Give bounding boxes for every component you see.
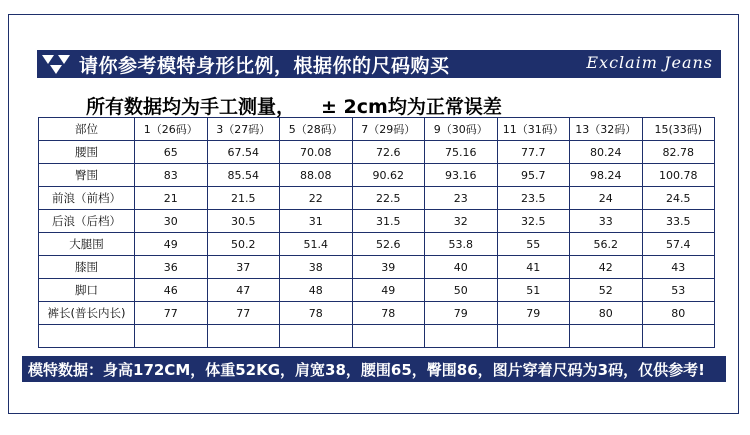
table-cell: 37 bbox=[207, 256, 280, 279]
table-cell: 53.8 bbox=[425, 233, 498, 256]
table-cell: 24.5 bbox=[642, 187, 715, 210]
table-cell: 42 bbox=[570, 256, 643, 279]
top-banner bbox=[37, 50, 721, 78]
table-cell: 31.5 bbox=[352, 210, 425, 233]
table-cell: 1（26码） bbox=[135, 118, 208, 141]
table-cell: 31 bbox=[280, 210, 353, 233]
table-cell: 41 bbox=[497, 256, 570, 279]
table-cell: 50 bbox=[425, 279, 498, 302]
measurement-note-right: ± 2cm均为正常误差 bbox=[321, 96, 502, 118]
table-cell: 43 bbox=[642, 256, 715, 279]
table-cell: 88.08 bbox=[280, 164, 353, 187]
row-label-cell: 腰围 bbox=[39, 141, 135, 164]
table-row bbox=[39, 141, 715, 164]
table-cell: 80 bbox=[642, 302, 715, 325]
table-cell: 9（30码） bbox=[425, 118, 498, 141]
table-cell: 78 bbox=[280, 302, 353, 325]
table-row bbox=[39, 279, 715, 302]
row-label-cell: 裤长(普长内长) bbox=[39, 302, 135, 325]
table-cell: 38 bbox=[280, 256, 353, 279]
table-cell: 50.2 bbox=[207, 233, 280, 256]
table-cell: 22 bbox=[280, 187, 353, 210]
table-header-row bbox=[39, 118, 715, 141]
table-cell: 77 bbox=[207, 302, 280, 325]
model-info-banner bbox=[22, 356, 726, 382]
table-cell bbox=[280, 325, 353, 348]
table-cell: 21.5 bbox=[207, 187, 280, 210]
table-cell: 46 bbox=[135, 279, 208, 302]
table-cell: 82.78 bbox=[642, 141, 715, 164]
table-cell bbox=[207, 325, 280, 348]
row-label-cell: 后浪（后档） bbox=[39, 210, 135, 233]
table-cell: 95.7 bbox=[497, 164, 570, 187]
table-cell bbox=[497, 325, 570, 348]
model-info-text: 模特数据：身高172CM，体重52KG，肩宽38，腰围65，臀围86，图片穿着尺码为3码，仅供参考! bbox=[28, 360, 705, 379]
table-cell: 51.4 bbox=[280, 233, 353, 256]
table-cell: 11（31码） bbox=[497, 118, 570, 141]
row-label-cell: 臀围 bbox=[39, 164, 135, 187]
banner-title: 请你参考模特身形比例，根据你的尺码购买 bbox=[79, 54, 450, 77]
table-cell: 80 bbox=[570, 302, 643, 325]
table-cell: 90.62 bbox=[352, 164, 425, 187]
brand-logo: Exclaim Jeans bbox=[586, 53, 713, 72]
measurement-note-left: 所有数据均为手工测量， bbox=[86, 96, 296, 118]
table-cell: 83 bbox=[135, 164, 208, 187]
table-row bbox=[39, 233, 715, 256]
table-cell: 53 bbox=[642, 279, 715, 302]
table-row bbox=[39, 164, 715, 187]
table-cell bbox=[642, 325, 715, 348]
table-cell: 24 bbox=[570, 187, 643, 210]
row-label-cell: 部位 bbox=[39, 118, 135, 141]
table-cell: 65 bbox=[135, 141, 208, 164]
table-cell: 15(33码) bbox=[642, 118, 715, 141]
table-cell: 52 bbox=[570, 279, 643, 302]
row-label-cell: 大腿围 bbox=[39, 233, 135, 256]
table-cell: 40 bbox=[425, 256, 498, 279]
table-cell: 77.7 bbox=[497, 141, 570, 164]
table-cell: 30 bbox=[135, 210, 208, 233]
table-cell: 85.54 bbox=[207, 164, 280, 187]
table-cell: 36 bbox=[135, 256, 208, 279]
table-cell: 49 bbox=[352, 279, 425, 302]
row-label-cell: 膝围 bbox=[39, 256, 135, 279]
table-row bbox=[39, 187, 715, 210]
table-cell: 57.4 bbox=[642, 233, 715, 256]
table-cell: 52.6 bbox=[352, 233, 425, 256]
table-cell: 51 bbox=[497, 279, 570, 302]
table-cell: 56.2 bbox=[570, 233, 643, 256]
table-row bbox=[39, 302, 715, 325]
table-cell: 55 bbox=[497, 233, 570, 256]
table-cell: 67.54 bbox=[207, 141, 280, 164]
table-cell: 79 bbox=[425, 302, 498, 325]
table-cell: 3（27码） bbox=[207, 118, 280, 141]
table-cell: 13（32码） bbox=[570, 118, 643, 141]
table-cell: 33.5 bbox=[642, 210, 715, 233]
table-cell: 72.6 bbox=[352, 141, 425, 164]
table-cell: 32.5 bbox=[497, 210, 570, 233]
table-cell: 48 bbox=[280, 279, 353, 302]
table-cell: 49 bbox=[135, 233, 208, 256]
table-cell: 98.24 bbox=[570, 164, 643, 187]
table-cell: 100.78 bbox=[642, 164, 715, 187]
table-cell bbox=[352, 325, 425, 348]
table-row bbox=[39, 256, 715, 279]
table-cell: 75.16 bbox=[425, 141, 498, 164]
table-cell: 47 bbox=[207, 279, 280, 302]
table-cell bbox=[570, 325, 643, 348]
table-cell: 33 bbox=[570, 210, 643, 233]
row-label-cell bbox=[39, 325, 135, 348]
measurement-note bbox=[86, 92, 502, 119]
table-row bbox=[39, 325, 715, 348]
table-cell: 79 bbox=[497, 302, 570, 325]
table-cell: 23 bbox=[425, 187, 498, 210]
triangle-logo-icon bbox=[41, 52, 71, 76]
table-cell: 39 bbox=[352, 256, 425, 279]
table-cell: 5（28码） bbox=[280, 118, 353, 141]
table-cell: 22.5 bbox=[352, 187, 425, 210]
table-cell bbox=[135, 325, 208, 348]
size-table bbox=[38, 117, 715, 348]
table-cell: 7（29码） bbox=[352, 118, 425, 141]
table-cell: 21 bbox=[135, 187, 208, 210]
table-cell: 80.24 bbox=[570, 141, 643, 164]
table-cell: 30.5 bbox=[207, 210, 280, 233]
table-cell: 93.16 bbox=[425, 164, 498, 187]
table-cell bbox=[425, 325, 498, 348]
table-cell: 70.08 bbox=[280, 141, 353, 164]
table-cell: 32 bbox=[425, 210, 498, 233]
table-row bbox=[39, 210, 715, 233]
table-cell: 78 bbox=[352, 302, 425, 325]
row-label-cell: 前浪（前档） bbox=[39, 187, 135, 210]
table-cell: 77 bbox=[135, 302, 208, 325]
table-cell: 23.5 bbox=[497, 187, 570, 210]
row-label-cell: 脚口 bbox=[39, 279, 135, 302]
